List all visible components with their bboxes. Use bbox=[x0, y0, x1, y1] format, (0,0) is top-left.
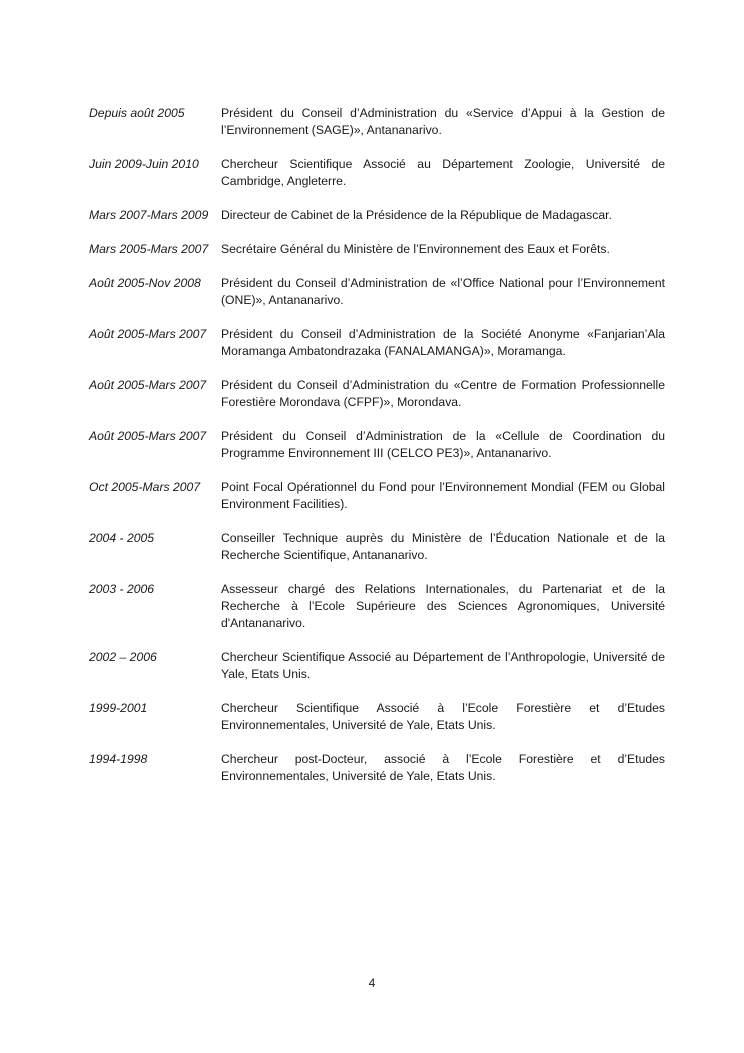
entry-description: Secrétaire Général du Ministère de l’Environnement des Eaux et Forêts. bbox=[221, 242, 610, 256]
career-entry bbox=[89, 326, 665, 360]
entry-date: Depuis août 2005 bbox=[89, 106, 185, 120]
career-entry bbox=[89, 428, 665, 462]
entry-date: Août 2005-Mars 2007 bbox=[89, 429, 207, 443]
career-entry bbox=[89, 105, 665, 139]
career-entry bbox=[89, 479, 665, 513]
career-entries bbox=[89, 105, 665, 785]
entry-description: Conseiller Technique auprès du Ministère de l’Éducation Nationale et de la Recherche Scientifique, Antananarivo. bbox=[221, 531, 665, 562]
entry-description: Point Focal Opérationnel du Fond pour l’Environnement Mondial (FEM ou Global Environment Facilities). bbox=[221, 480, 665, 511]
entry-description: Directeur de Cabinet de la Présidence de la République de Madagascar. bbox=[221, 208, 612, 222]
career-entry bbox=[89, 241, 665, 258]
entry-description: Président du Conseil d’Administration de «l’Office National pour l’Environnement (ONE)», Antananarivo. bbox=[221, 276, 665, 307]
career-entry bbox=[89, 377, 665, 411]
career-entry bbox=[89, 751, 665, 785]
entry-date: 1994-1998 bbox=[89, 752, 148, 766]
entry-description: Chercheur Scientifique Associé au Département de l’Anthropologie, Université de Yale, Etats Unis. bbox=[221, 650, 665, 681]
entry-date: Oct 2005-Mars 2007 bbox=[89, 480, 201, 494]
entry-description: Chercheur post-Docteur, associé à l’Ecole Forestière et d’Etudes Environnementales, Université de Yale, Etats Unis. bbox=[221, 752, 665, 783]
page-number: 4 bbox=[368, 976, 376, 990]
career-entry bbox=[89, 530, 665, 564]
entry-date: Août 2005-Mars 2007 bbox=[89, 327, 207, 341]
entry-date: Août 2005-Mars 2007 bbox=[89, 378, 207, 392]
entry-date: 2002 – 2006 bbox=[89, 650, 157, 664]
career-entry bbox=[89, 207, 665, 224]
entry-description: Président du Conseil d’Administration de la Société Anonyme «Fanjarian’Ala Moramanga Ambatondrazaka (FANALAMANGA)», Moramanga. bbox=[221, 327, 665, 358]
career-entry bbox=[89, 649, 665, 683]
entry-date: 2003 - 2006 bbox=[89, 582, 155, 596]
entry-description: Président du Conseil d’Administration de la «Cellule de Coordination du Programme Environnement III (CELCO PE3)», Antananarivo. bbox=[221, 429, 665, 460]
career-entry bbox=[89, 156, 665, 190]
entry-description: Président du Conseil d’Administration du «Centre de Formation Professionnelle Forestière Morondava (CFPF)», Morondava. bbox=[221, 378, 665, 409]
entry-description: Chercheur Scientifique Associé au Département Zoologie, Université de Cambridge, Angleterre. bbox=[221, 157, 665, 188]
entry-date: Mars 2007-Mars 2009 bbox=[89, 208, 209, 222]
entry-description: Assesseur chargé des Relations Internationales, du Partenariat et de la Recherche à l’Ecole Supérieure des Sciences Agronomiques, Université d'Antananarivo. bbox=[221, 582, 665, 630]
entry-date: 1999-2001 bbox=[89, 701, 148, 715]
entry-date: 2004 - 2005 bbox=[89, 531, 155, 545]
entry-date: Août 2005-Nov 2008 bbox=[89, 276, 201, 290]
entry-date: Juin 2009-Juin 2010 bbox=[89, 157, 199, 171]
career-entry bbox=[89, 275, 665, 309]
entry-description: Président du Conseil d’Administration du «Service d’Appui à la Gestion de l’Environnement (SAGE)», Antananarivo. bbox=[221, 106, 665, 137]
career-entry bbox=[89, 700, 665, 734]
career-entry bbox=[89, 581, 665, 632]
entry-description: Chercheur Scientifique Associé à l’Ecole Forestière et d’Etudes Environnementales, Université de Yale, Etats Unis. bbox=[221, 701, 665, 732]
entry-date: Mars 2005-Mars 2007 bbox=[89, 242, 209, 256]
